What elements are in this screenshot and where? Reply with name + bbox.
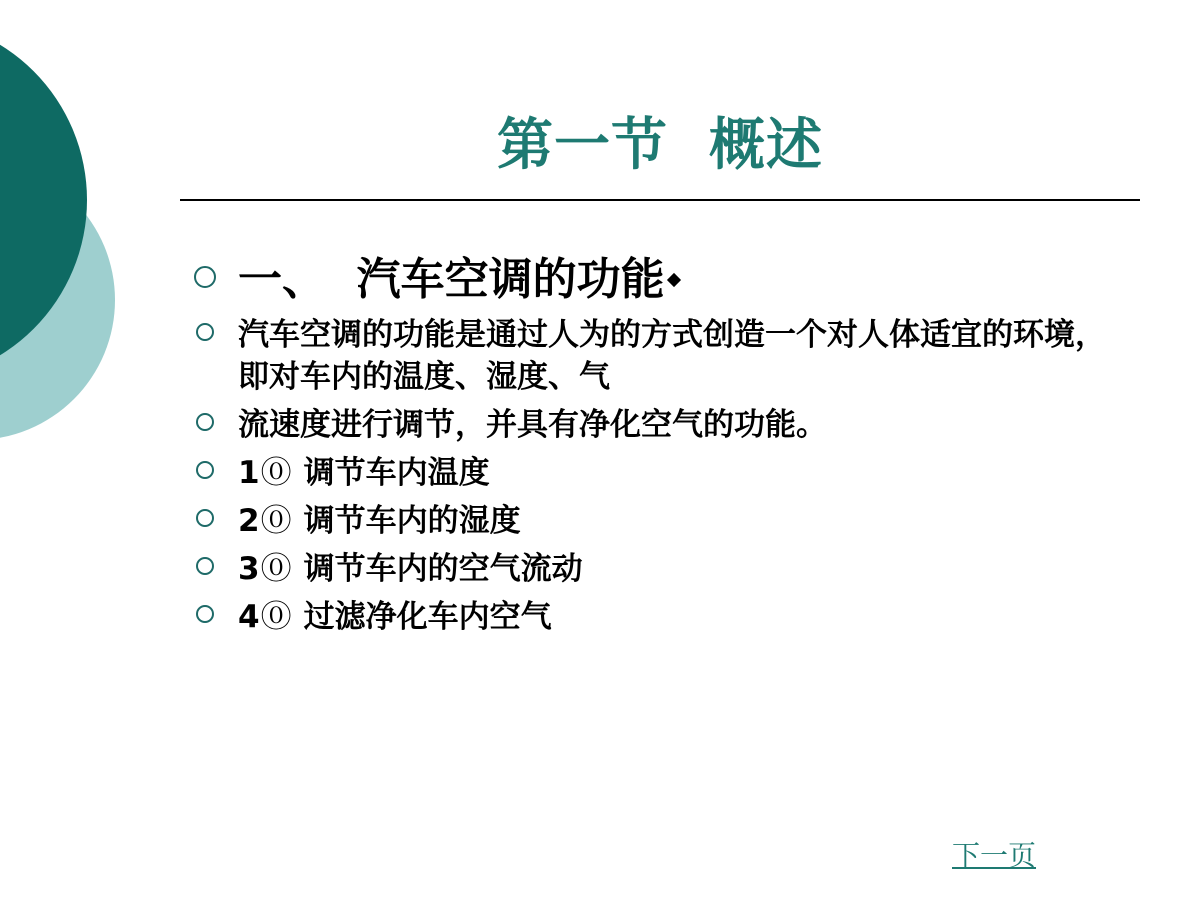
item-text: 调节车内的空气流动 (303, 551, 583, 587)
hollow-circle-bullet-icon (196, 461, 214, 479)
list-item-text: 汽车空调的功能是通过人为的方式创造一个对人体适宜的环境，即对车内的温度、湿度、气 (238, 317, 1106, 395)
next-page-link[interactable]: 下一页 (952, 839, 1037, 872)
item-text: 过滤净化车内空气 (303, 599, 552, 635)
item-symbol: ⓪ (260, 455, 292, 491)
list-item (190, 404, 1130, 446)
item-number: 2 (238, 503, 260, 539)
numbered-item (190, 596, 1130, 638)
section-heading (190, 250, 1130, 310)
item-text: 调节车内温度 (303, 455, 490, 491)
item-symbol: ⓪ (260, 551, 292, 587)
hollow-circle-bullet-icon (194, 266, 216, 288)
hollow-circle-bullet-icon (196, 605, 214, 623)
list-item (190, 314, 1130, 398)
item-text: 调节车内的湿度 (303, 503, 521, 539)
slide-title: 第一节 概述 (497, 113, 823, 178)
numbered-item (190, 548, 1130, 590)
item-symbol: ⓪ (260, 599, 292, 635)
decorative-circles (0, 0, 130, 480)
numbered-item (190, 500, 1130, 542)
section-heading-text: 一、 汽车空调的功能 (238, 254, 665, 305)
item-symbol: ⓪ (260, 503, 292, 539)
title-divider (180, 199, 1140, 201)
numbered-item (190, 452, 1130, 494)
hollow-circle-bullet-icon (196, 323, 214, 341)
hollow-circle-bullet-icon (196, 557, 214, 575)
hollow-circle-bullet-icon (196, 509, 214, 527)
hollow-circle-bullet-icon (196, 413, 214, 431)
item-number: 1 (238, 455, 260, 491)
list-item-text: 流速度进行调节，并具有净化空气的功能。 (238, 407, 827, 443)
diamond-icon (667, 273, 681, 287)
bullet-list (190, 250, 1130, 644)
item-number: 3 (238, 551, 260, 587)
item-number: 4 (238, 599, 260, 635)
